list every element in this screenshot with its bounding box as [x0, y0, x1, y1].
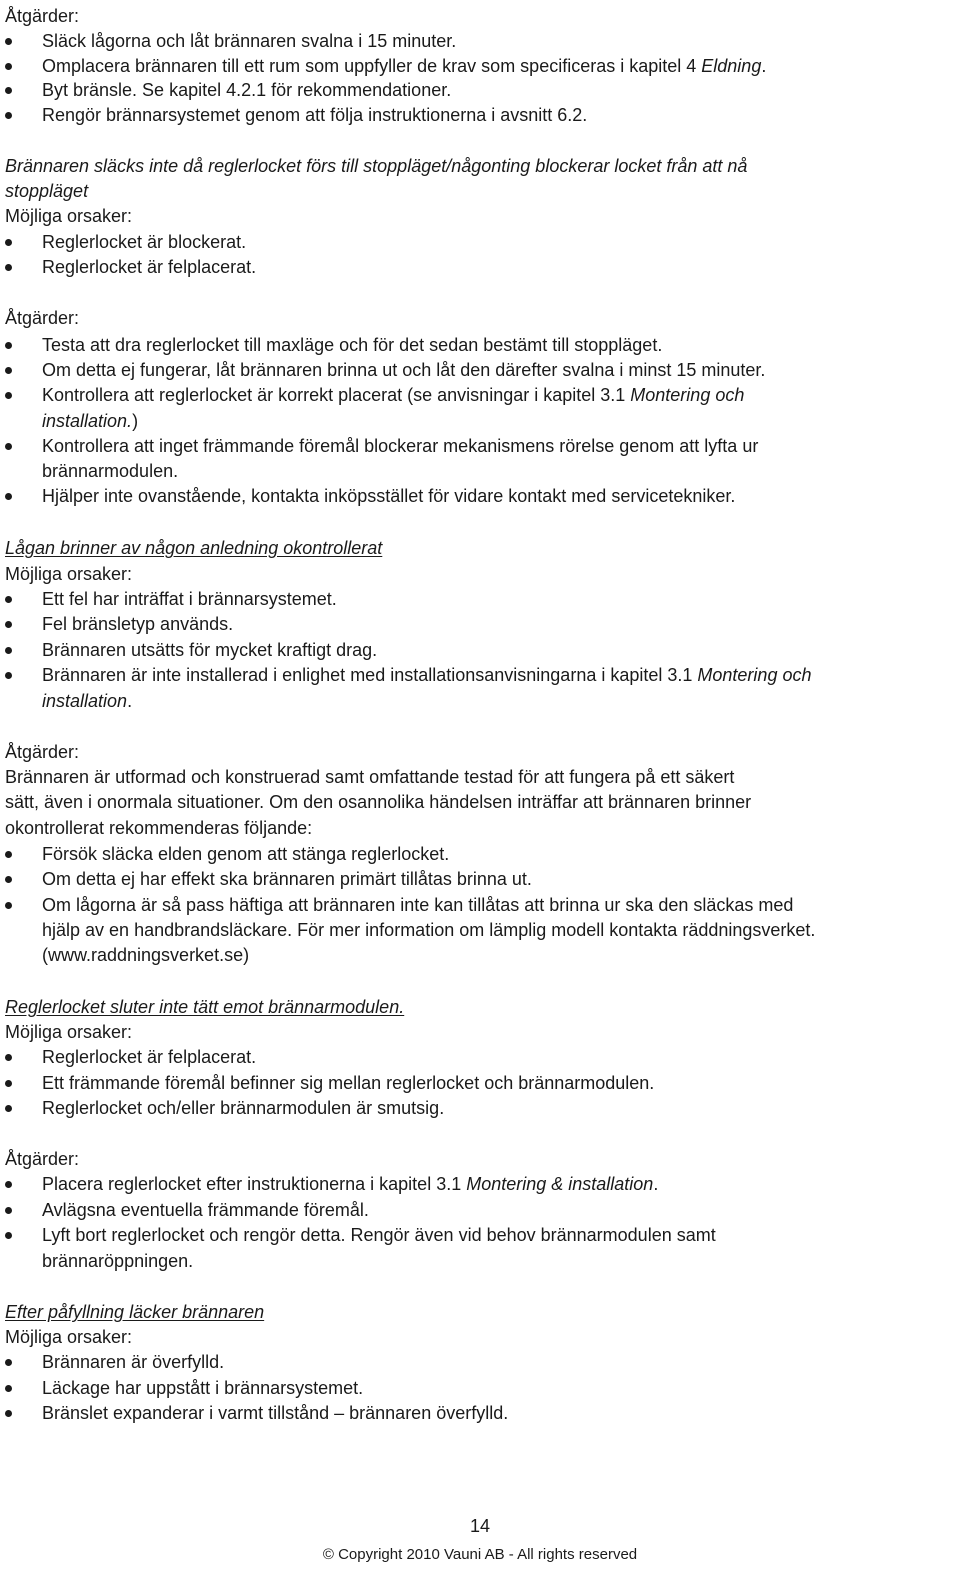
- text-line: Åtgärder:: [5, 308, 80, 328]
- list-item: Försök släcka elden genom att stänga reglerlocket.: [42, 844, 450, 864]
- bullet-icon: [5, 902, 12, 909]
- text-line: Åtgärder:: [5, 1149, 80, 1169]
- text-segment: .: [761, 56, 767, 76]
- text-segment: Brännaren är inte installerad i enlighet med installationsanvisningarna i kapitel 3.1: [42, 665, 698, 685]
- text-line: Möjliga orsaker:: [5, 564, 133, 584]
- bullet-icon: [5, 87, 12, 94]
- list-item: Byt bränsle. Se kapitel 4.2.1 för rekommendationer.: [42, 80, 452, 100]
- list-item: Brännaren är överfylld.: [42, 1352, 225, 1372]
- text-line: sätt, även i onormala situationer. Om den osannolika händelsen inträffar att brännaren brinner: [5, 792, 752, 812]
- list-item: Reglerlocket är felplacerat.: [42, 257, 257, 277]
- bullet-icon: [5, 264, 12, 271]
- bullet-icon: [5, 647, 12, 654]
- text-segment: Montering och: [697, 665, 812, 685]
- text-segment: .: [127, 691, 133, 711]
- bullet-icon: [5, 1410, 12, 1417]
- bullet-icon: [5, 621, 12, 628]
- bullet-icon: [5, 392, 12, 399]
- text-segment: Placera reglerlocket efter instruktionerna i kapitel 3.1: [42, 1174, 467, 1194]
- list-item: Reglerlocket är blockerat.: [42, 232, 247, 252]
- bullet-icon: [5, 851, 12, 858]
- text-line: Reglerlocket sluter inte tätt emot brännarmodulen.: [5, 997, 405, 1017]
- list-item: Om detta ej fungerar, låt brännaren brinna ut och låt den därefter svalna i minst 15 minuter.: [42, 360, 766, 380]
- text-segment: ): [132, 411, 139, 431]
- bullet-icon: [5, 1181, 12, 1188]
- text-line: Möjliga orsaker:: [5, 1022, 133, 1042]
- list-item: Lyft bort reglerlocket och rengör detta. Rengör även vid behov brännarmodulen samt: [42, 1225, 716, 1245]
- list-item: Ett främmande föremål befinner sig mellan reglerlocket och brännarmodulen.: [42, 1073, 655, 1093]
- list-item: Läckage har uppstått i brännarsystemet.: [42, 1378, 364, 1398]
- list-item: [42, 1172, 956, 1197]
- list-item: Om lågorna är så pass häftiga att brännaren inte kan tillåtas att brinna ur ska den släckas med: [42, 895, 794, 915]
- text-line: Brännaren är utformad och konstruerad samt omfattande testad för att fungera på ett säkert: [5, 767, 735, 787]
- list-item: [42, 663, 956, 688]
- text-line: Åtgärder:: [5, 6, 80, 26]
- text-segment: Omplacera brännaren till ett rum som uppfyller de krav som specificeras i kapitel 4: [42, 56, 702, 76]
- bullet-icon: [5, 1232, 12, 1239]
- list-item: Fel bränsletyp används.: [42, 614, 234, 634]
- text-line: Möjliga orsaker:: [5, 206, 133, 226]
- list-item: Brännaren utsätts för mycket kraftigt drag.: [42, 640, 378, 660]
- text-line: brännaröppningen.: [42, 1251, 194, 1271]
- list-item: Testa att dra reglerlocket till maxläge och för det sedan bestämt till stoppläget.: [42, 335, 663, 355]
- text-segment: .: [653, 1174, 659, 1194]
- text-segment: Montering & installation: [466, 1174, 654, 1194]
- bullet-icon: [5, 1207, 12, 1214]
- text-segment: installation: [42, 691, 128, 711]
- text-segment: Kontrollera att reglerlocket är korrekt placerat (se anvisningar i kapitel 3.1: [42, 385, 631, 405]
- text-segment: Eldning: [701, 56, 762, 76]
- text-line: okontrollerat rekommenderas följande:: [5, 818, 313, 838]
- text-line: (www.raddningsverket.se): [42, 945, 250, 965]
- bullet-icon: [5, 38, 12, 45]
- list-item: Hjälper inte ovanstående, kontakta inköpsstället för vidare kontakt med servicetekniker.: [42, 486, 736, 506]
- bullet-icon: [5, 1359, 12, 1366]
- bullet-icon: [5, 367, 12, 374]
- list-item: Avlägsna eventuella främmande föremål.: [42, 1200, 369, 1220]
- text-line: stoppläget: [5, 181, 89, 201]
- page-number: 14: [469, 1516, 491, 1536]
- bullet-icon: [5, 1105, 12, 1112]
- list-item: Rengör brännarsystemet genom att följa instruktionerna i avsnitt 6.2.: [42, 105, 588, 125]
- copyright-notice: © Copyright 2010 Vauni AB - All rights reserved: [322, 1546, 638, 1563]
- text-line: [42, 689, 956, 714]
- list-item: Reglerlocket och/eller brännarmodulen är smutsig.: [42, 1098, 445, 1118]
- text-line: brännarmodulen.: [42, 461, 179, 481]
- bullet-icon: [5, 1385, 12, 1392]
- bullet-icon: [5, 596, 12, 603]
- text-line: Efter påfyllning läcker brännaren: [5, 1302, 265, 1322]
- list-item: Bränslet expanderar i varmt tillstånd – brännaren överfylld.: [42, 1403, 509, 1423]
- bullet-icon: [5, 493, 12, 500]
- bullet-icon: [5, 1054, 12, 1061]
- bullet-icon: [5, 876, 12, 883]
- text-line: Brännaren släcks inte då reglerlocket förs till stoppläget/någonting blockerar locket från att nå: [5, 156, 748, 176]
- list-item: [42, 54, 956, 79]
- text-segment: installation.: [42, 411, 133, 431]
- list-item: Kontrollera att inget främmande föremål blockerar mekanismens rörelse genom att lyfta ur: [42, 436, 759, 456]
- text-line: Åtgärder:: [5, 742, 80, 762]
- list-item: Om detta ej har effekt ska brännaren primärt tillåtas brinna ut.: [42, 869, 532, 889]
- text-line: Möjliga orsaker:: [5, 1327, 133, 1347]
- bullet-icon: [5, 342, 12, 349]
- text-line: hjälp av en handbrandsläckare. För mer information om lämplig modell kontakta räddningsverket.: [42, 920, 816, 940]
- list-item: [42, 383, 956, 408]
- bullet-icon: [5, 239, 12, 246]
- bullet-icon: [5, 1080, 12, 1087]
- list-item: Släck lågorna och låt brännaren svalna i 15 minuter.: [42, 31, 457, 51]
- bullet-icon: [5, 112, 12, 119]
- bullet-icon: [5, 63, 12, 70]
- text-line: [42, 409, 956, 434]
- bullet-icon: [5, 672, 12, 679]
- text-segment: Montering och: [630, 385, 745, 405]
- text-line: Lågan brinner av någon anledning okontrollerat: [5, 538, 383, 558]
- bullet-icon: [5, 443, 12, 450]
- list-item: Ett fel har inträffat i brännarsystemet.: [42, 589, 337, 609]
- list-item: Reglerlocket är felplacerat.: [42, 1047, 257, 1067]
